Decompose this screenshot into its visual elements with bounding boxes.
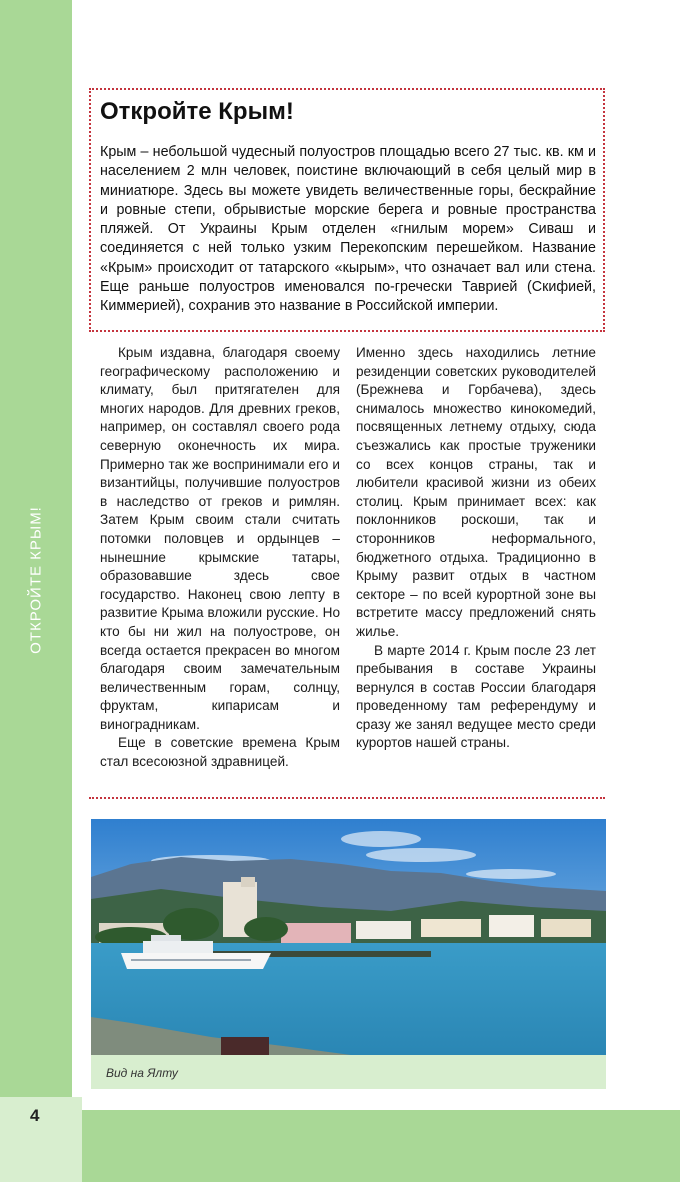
photo-caption: Вид на Ялту bbox=[106, 1066, 178, 1080]
page-number-box bbox=[0, 1097, 82, 1182]
section-side-label: ОТКРОЙТЕ КРЫМ! bbox=[27, 506, 45, 654]
body-columns bbox=[100, 344, 596, 772]
left-column bbox=[100, 344, 340, 772]
paragraph: В марте 2014 г. Крым после 23 лет пребывания в составе Украины вернулся в состав России благодаря проведенному там референдуму и сразу же занял ведущее место среди курортов нашей страны. bbox=[356, 642, 596, 751]
paragraph: Крым издавна, благодаря своему географическому расположению и климату, был притягателен для многих народов. Для древних греков, например, он составлял своего рода северную оконечность их мира. Примерно так же воспринимали его и византийцы, получившие полуостров в наследство от греков и римлян. Затем Крым своим стали считать потомки половцев и ордынцев – нынешние крымские татары, образовавшие здесь свое государство. Наконец свою лепту в развитие Крыма вложили русские. Но кто бы ни жил на полуострове, он всегда остается прекрасен во многом благодаря своим замечательным величественным горам, солнцу, фруктам, кипарисам и виноградникам. bbox=[100, 345, 340, 732]
intro-text: Крым – небольшой чудесный полуостров площадью всего 27 тыс. кв. км и населением 2 млн человек, поистине включающий в себя целый мир в миниатюре. Здесь вы можете увидеть величественные горы, бескрайние и ровные степи, обрывистые морские берега и ровные пространства пляжей. От Украины Крым отделен «гнилым морем» Сиваш и соединяется с ней только узким Перекопским перешейком. Название «Крым» происходит от татарского «кырым», что означает вал или стена. Еще раньше полуостров именовался по-гречески Таврией (Скифией, Киммерией), сохранив это название в Российской империи. bbox=[100, 144, 596, 315]
paragraph: Еще в советские времена Крым стал всесоюзной здравницей. bbox=[100, 735, 340, 770]
paragraph: Именно здесь находились летние резиденции советских руководителей (Брежнева и Горбачева), здесь снималось множество кинокомедий, посвященных летнему отдыху, сюда съезжались как простые труженики со всех концов страны, так и любители красивой жизни из обеих столиц. Крым принимает всех: как поклонников роскоши, так и сторонников неформального, бюджетного отдыха. Традиционно в Крыму развит отдых в частном секторе – по всей курортной зоне вы встретите массу предложений снять жилье. bbox=[356, 345, 596, 639]
foreground-object bbox=[221, 1037, 269, 1055]
right-column bbox=[356, 344, 596, 772]
section-divider bbox=[89, 797, 605, 799]
yalta-photo bbox=[91, 819, 606, 1055]
bottom-bar bbox=[82, 1110, 680, 1182]
intro-title: Откройте Крым! bbox=[100, 98, 294, 125]
page-number: 4 bbox=[30, 1106, 40, 1125]
